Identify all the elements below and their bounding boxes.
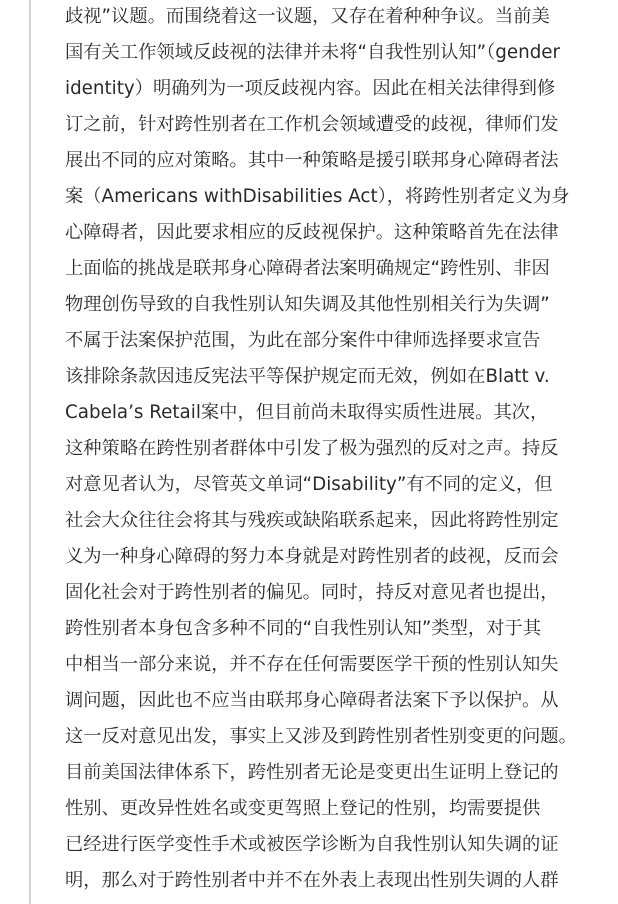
article-line: 上面临的挑战是联邦身心障碍者法案明确规定“跨性别、非因	[65, 258, 550, 279]
article-line: 中相当一部分来说，并不存在任何需要医学干预的性别认知失	[65, 654, 559, 675]
article-line: 不属于法案保护范围，为此在部分案件中律师选择要求宣告	[65, 330, 541, 351]
article-body	[65, 0, 618, 904]
article-line: 明，那么对于跨性别者中并不在外表上表现出性别失调的人群	[65, 870, 559, 891]
article-line: 心障碍者，因此要求相应的反歧视保护。这种策略首先在法律	[65, 222, 559, 243]
article-line: Cabela’s Retail案中，但目前尚未取得实质性进展。其次，	[65, 402, 549, 423]
article-line: 这种策略在跨性别者群体中引发了极为强烈的反对之声。持反	[65, 438, 559, 459]
article-line: 这一反对意见出发，事实上又涉及到跨性别者性别变更的问题。	[65, 726, 577, 747]
article-line: 该排除条款因违反宪法平等保护规定而无效，例如在Blatt v.	[65, 366, 550, 387]
article-line: 歧视”议题。而围绕着这一议题，又存在着种种争议。当前美	[65, 6, 550, 27]
article-line: 性别、更改异性姓名或变更驾照上登记的性别，均需要提供	[65, 798, 541, 819]
article-line: 跨性别者本身包含多种不同的“自我性别认知”类型，对于其	[65, 618, 541, 639]
article-line: 社会大众往往会将其与残疾或缺陷联系起来，因此将跨性别定	[65, 510, 559, 531]
article-line: 调问题，因此也不应当由联邦身心障碍者法案下予以保护。从	[65, 690, 559, 711]
article-line: 义为一种身心障碍的努力本身就是对跨性别者的歧视，反而会	[65, 546, 559, 567]
article-line: 物理创伤导致的自我性别认知失调及其他性别相关行为失调”	[65, 294, 550, 315]
article-line: 对意见者认为，尽管英文单词“Disability”有不同的定义，但	[65, 474, 553, 495]
article-line: 展出不同的应对策略。其中一种策略是援引联邦身心障碍者法	[65, 150, 559, 171]
article-line: identity）明确列为一项反歧视内容。因此在相关法律得到修	[65, 78, 556, 99]
article-line: 已经进行医学变性手术或被医学诊断为自我性别认知失调的证	[65, 834, 559, 855]
article-line: 国有关工作领域反歧视的法律并未将“自我性别认知”（gender	[65, 42, 561, 63]
article-line: 固化社会对于跨性别者的偏见。同时，持反对意见者也提出，	[65, 582, 559, 603]
article-line: 订之前，针对跨性别者在工作机会领域遭受的歧视，律师们发	[65, 114, 559, 135]
article-line: 案（Americans withDisabilities Act），将跨性别者定义为身	[65, 186, 570, 207]
article-line: 目前美国法律体系下，跨性别者无论是变更出生证明上登记的	[65, 762, 559, 783]
left-margin-rule	[29, 0, 31, 904]
